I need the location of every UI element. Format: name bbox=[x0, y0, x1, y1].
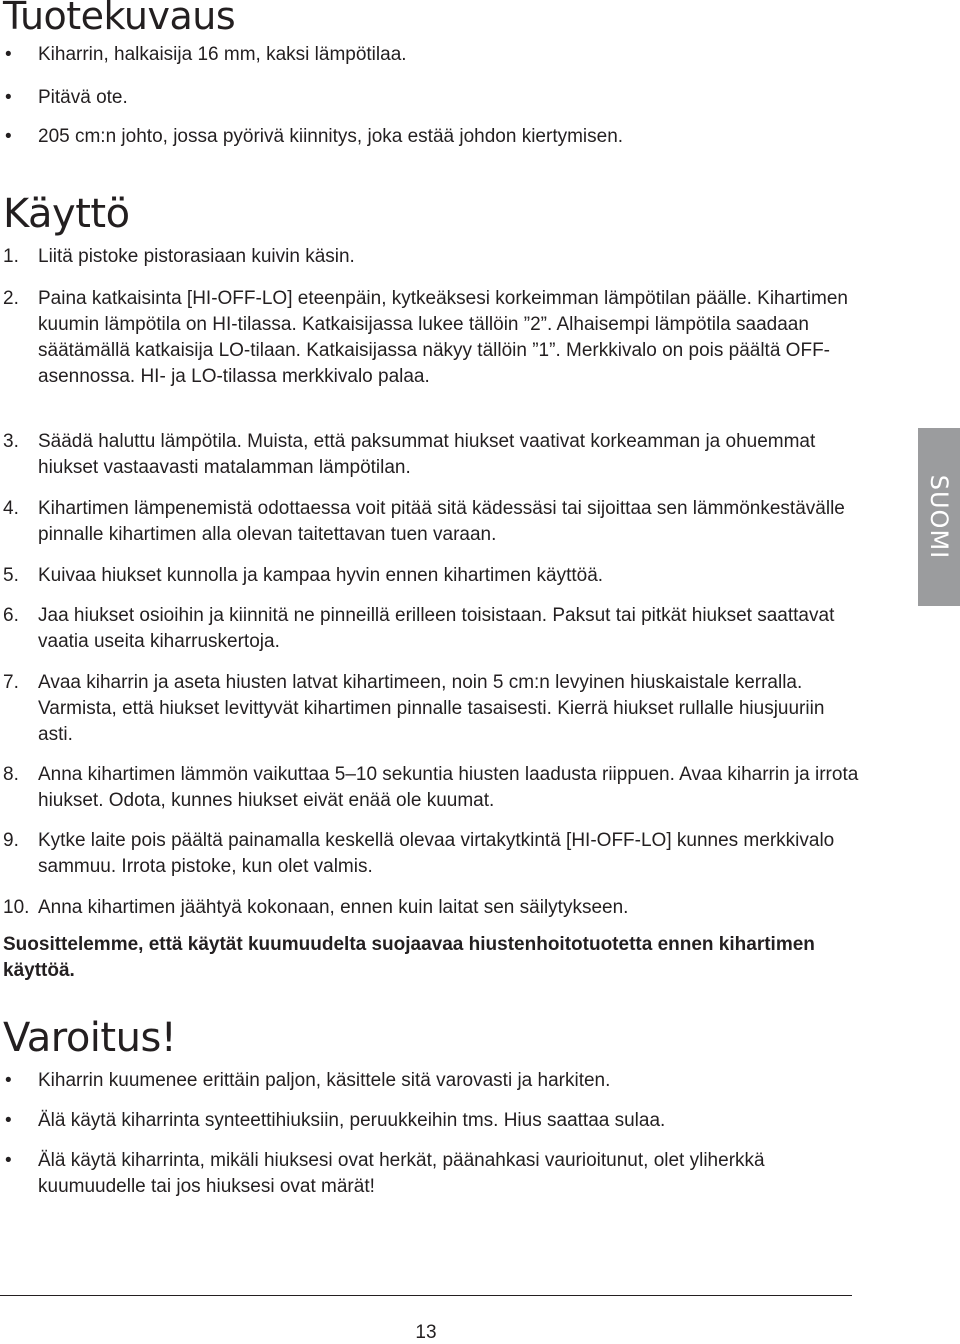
recommendation-note: Suosittelemme, että käytät kuumuudelta suojaavaa hiustenhoitotuotetta ennen kihartimen käyttöä. bbox=[3, 934, 815, 981]
step-text: Paina katkaisinta [HI-OFF-LO] eteenpäin, kytkeäksesi korkeimman lämpötilan päälle. Kihartimen kuumin lämpötila on HI-tilassa. Katkaisijassa lukee tällöin ”2”. Alhaisempi lämpötila saadaan säätämällä katkaisija LO-tilaan. Katkaisijassa näkyy tällöin ”1”. Merkkivalo on pois päältä OFF-asennossa. HI- ja LO-tilassa merkkivalo palaa. bbox=[38, 288, 848, 387]
list-item bbox=[0, 124, 860, 150]
step-text: Anna kihartimen jäähtyä kokonaan, ennen kuin laitat sen säilytykseen. bbox=[38, 897, 629, 918]
bullet-text: Pitävä ote. bbox=[38, 87, 128, 108]
step-number: 9. bbox=[3, 830, 19, 851]
step-number: 1. bbox=[3, 246, 19, 267]
list-item bbox=[0, 670, 860, 748]
section-heading-usage: Käyttö bbox=[3, 191, 130, 237]
section-heading-warning: Varoitus! bbox=[3, 1015, 177, 1061]
page-number: 13 bbox=[415, 1322, 437, 1343]
step-text: Säädä haluttu lämpötila. Muista, että paksummat hiukset vaativat korkeamman ja ohuemmat hiukset vastaavasti matalamman lämpötilan. bbox=[38, 431, 816, 478]
bullet-icon: • bbox=[5, 1070, 12, 1091]
language-side-tab bbox=[918, 428, 960, 606]
step-number: 5. bbox=[3, 565, 19, 586]
bullet-text: 205 cm:n johto, jossa pyörivä kiinnitys, joka estää johdon kiertymisen. bbox=[38, 126, 624, 147]
step-text: Jaa hiukset osioihin ja kiinnitä ne pinneillä erilleen toisistaan. Paksut tai pitkät hiukset saattavat vaatia useita kiharruskertoja. bbox=[38, 605, 835, 652]
footer-divider bbox=[0, 1295, 852, 1296]
bullet-icon: • bbox=[5, 87, 12, 108]
list-item bbox=[0, 1108, 860, 1134]
step-number: 4. bbox=[3, 498, 19, 519]
bullet-icon: • bbox=[5, 126, 12, 147]
list-item bbox=[0, 429, 860, 481]
list-item bbox=[0, 762, 860, 814]
step-text: Kihartimen lämpenemistä odottaessa voit pitää sitä kädessäsi tai sijoittaa sen lämmönkestävälle pinnalle kihartimen alla olevan taitettavan tuen varaan. bbox=[38, 498, 845, 545]
step-text: Kuivaa hiukset kunnolla ja kampaa hyvin ennen kihartimen käyttöä. bbox=[38, 565, 604, 586]
list-item bbox=[0, 42, 860, 68]
bullet-text: Kiharrin, halkaisija 16 mm, kaksi lämpötilaa. bbox=[38, 44, 407, 65]
list-item bbox=[0, 286, 860, 390]
list-item bbox=[0, 1068, 860, 1094]
list-item bbox=[0, 85, 860, 111]
step-number: 10. bbox=[3, 897, 30, 918]
step-text: Kytke laite pois päältä painamalla keskellä olevaa virtakytkintä [HI-OFF-LO] kunnes merkkivalo sammuu. Irrota pistoke, kun olet valmis. bbox=[38, 830, 835, 877]
step-number: 2. bbox=[3, 288, 19, 309]
bullet-icon: • bbox=[5, 1110, 12, 1131]
list-item bbox=[0, 563, 860, 589]
bullet-icon: • bbox=[5, 44, 12, 65]
step-text: Avaa kiharrin ja aseta hiusten latvat kihartimeen, noin 5 cm:n levyinen hiuskaistale kerralla. Varmista, että hiukset levittyvät kihartimen pinnalle tasaisesti. Kierrä hiukset rullalle hiusjuuriin asti. bbox=[38, 672, 825, 745]
step-number: 7. bbox=[3, 672, 19, 693]
language-tab-label: SUOMI bbox=[925, 474, 954, 560]
list-item bbox=[0, 496, 860, 548]
section-heading-description: Tuotekuvaus bbox=[3, 0, 236, 38]
list-item bbox=[0, 603, 860, 655]
step-text: Anna kihartimen lämmön vaikuttaa 5–10 sekuntia hiusten laadusta riippuen. Avaa kiharrin ja irrota hiukset. Odota, kunnes hiukset eivät enää ole kuumat. bbox=[38, 764, 859, 811]
step-number: 6. bbox=[3, 605, 19, 626]
list-item bbox=[0, 1148, 860, 1200]
bullet-icon: • bbox=[5, 1150, 12, 1171]
list-item bbox=[0, 244, 860, 270]
list-item bbox=[0, 828, 860, 880]
bullet-text: Älä käytä kiharrinta, mikäli hiuksesi ovat herkät, päänahkasi vaurioitunut, olet yliherkkä kuumuudelle tai jos hiuksesi ovat märät! bbox=[38, 1150, 765, 1197]
step-number: 8. bbox=[3, 764, 19, 785]
step-number: 3. bbox=[3, 431, 19, 452]
step-text: Liitä pistoke pistorasiaan kuivin käsin. bbox=[38, 246, 355, 267]
bullet-text: Älä käytä kiharrinta synteettihiuksiin, peruukkeihin tms. Hius saattaa sulaa. bbox=[38, 1110, 666, 1131]
list-item bbox=[0, 895, 860, 921]
bullet-text: Kiharrin kuumenee erittäin paljon, käsittele sitä varovasti ja harkiten. bbox=[38, 1070, 611, 1091]
